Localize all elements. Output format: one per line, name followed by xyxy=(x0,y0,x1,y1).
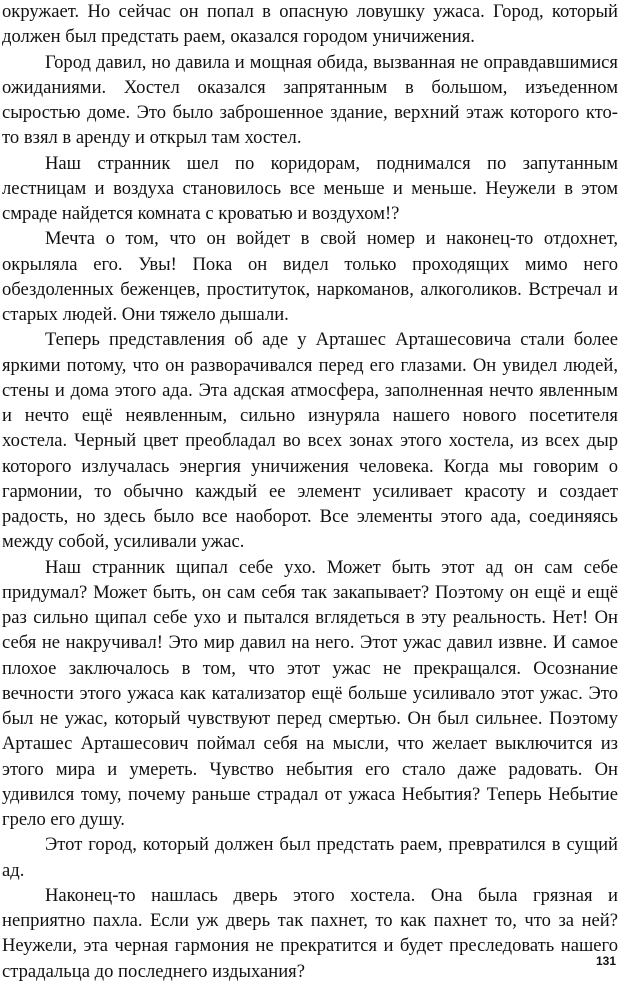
paragraph-continued: окружает. Но сейчас он попал в опасную ловушку ужаса. Город, который должен был предстать раем, оказался городом уничижения. xyxy=(2,1,618,48)
page-number: 131 xyxy=(595,954,616,968)
paragraph: Этот город, который должен был предстать раем, превратился в сущий ад. xyxy=(2,834,618,881)
paragraph: Теперь представления об аде у Арташес Арташесовича стали более яркими потому, что он разворачивался перед его глазами. Он увидел людей, стены и дома этого ада. Эта адская атмосфера, заполненная нечто явленным и нечто ещё неявленным, сильно изнуряла нашего нового посетителя хостела. Черный цвет преобладал во всех зонах этого хостела, из всех дыр которого излучалась энергия уничижения человека. Когда мы говорим о гармонии, то обычно каждый ее элемент усиливает красоту и создает радость, но здесь было все наоборот. Все элементы этого ада, соединяясь между собой, усиливали ужас. xyxy=(2,329,618,553)
page-text xyxy=(2,0,618,984)
paragraph: Наш странник шел по коридорам, поднимался по запутанным лестницам и воздуха становилось все меньше и меньше. Неужели в этом смраде найдется комната с кроватью и воздухом!? xyxy=(2,152,618,224)
paragraph: Город давил, но давила и мощная обида, вызванная не оправдавшимися ожиданиями. Хостел оказался запрятанным в большом, изъеденном сыростью доме. Это было заброшенное здание, верхний этаж которого кто-то взял в аренду и открыл там хостел. xyxy=(2,51,618,149)
paragraph: Наш странник щипал себе ухо. Может быть этот ад он сам себе придумал? Может быть, он сам себя так закапывает? Поэтому он ещё и ещё раз сильно щипал себе ухо и пытался вглядеться в эту реальность. Нет! Он себя не накручивал! Это мир давил на него. Этот ужас давил извне. И самое плохое заключалось в том, что этот ужас не прекращался. Осознание вечности этого ужаса как катализатор ещё больше усиливало этот ужас. Это был не ужас, который чувствуют перед смертью. Он был сильнее. Поэтому Арташес Арташесович поймал себя на мысли, что желает выключится из этого мира и умереть. Чувство небытия его стало даже радовать. Он удивился тому, почему раньше страдал от ужаса Небытия? Теперь Небытие грело его душу. xyxy=(2,556,618,830)
paragraph: Мечта о том, что он войдет в свой номер и наконец-то отдохнет, окрыляла его. Увы! Пока он видел только проходящих мимо него обездоленных беженцев, проституток, наркоманов, алкоголиков. Встречал и старых людей. Они тяжело дышали. xyxy=(2,228,618,325)
paragraph: Наконец-то нашлась дверь этого хостела. Она была грязная и неприятно пахла. Если уж дверь так пахнет, то как пахнет то, что за ней? Неужели, эта черная гармония не прекратится и будет преследовать нашего страдальца до последнего издыхания? xyxy=(2,884,618,982)
